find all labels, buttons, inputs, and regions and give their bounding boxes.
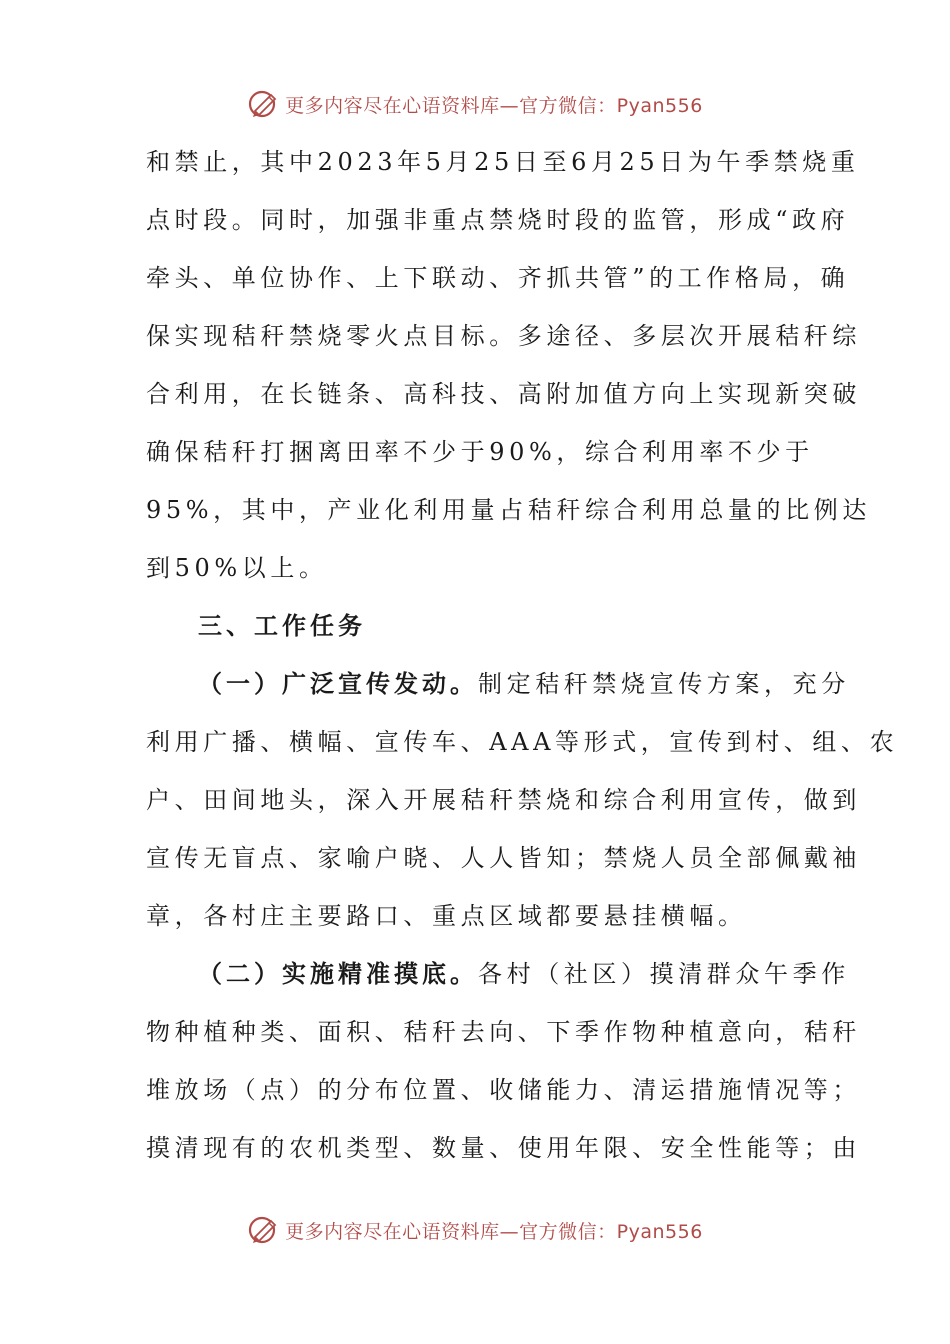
paragraph-line: 户、田间地头，深入开展秸秆禁烧和综合利用宣传，做到	[146, 786, 861, 814]
pen-logo-icon	[247, 1213, 281, 1247]
paragraph-line: 宣传无盲点、家喻户晓、人人皆知；禁烧人员全部佩戴袖	[146, 844, 861, 872]
watermark-header	[0, 84, 950, 124]
item-heading-line	[146, 662, 850, 720]
paragraph-line: 95%，其中，产业化利用量占秸秆综合利用总量的比例达	[146, 496, 871, 524]
paragraph-line: 牵头、单位协作、上下联动、齐抓共管”的工作格局，确	[146, 264, 850, 292]
paragraph-line: 摸清现有的农机类型、数量、使用年限、安全性能等；由	[146, 1134, 861, 1162]
paragraph-line: 堆放场（点）的分布位置、收储能力、清运措施情况等；	[146, 1076, 861, 1104]
paragraph-line: 利用广播、横幅、宣传车、AAA等形式，宣传到村、组、农	[146, 728, 899, 756]
paragraph-line: 到50%以上。	[146, 554, 328, 582]
paragraph-line: 章，各村庄主要路口、重点区域都要悬挂横幅。	[146, 902, 747, 930]
document-body	[146, 140, 899, 1184]
paragraph-line: 点时段。同时，加强非重点禁烧时段的监管，形成“政府	[146, 206, 850, 234]
paragraph-line: 物种植种类、面积、秸秆去向、下季作物种植意向，秸秆	[146, 1018, 861, 1046]
paragraph-line: 确保秸秆打捆离田率不少于90%，综合利用率不少于	[146, 438, 814, 466]
item-heading-line	[146, 952, 850, 1010]
paragraph-line: 保实现秸秆禁烧零火点目标。多途径、多层次开展秸秆综	[146, 322, 861, 350]
watermark-text: 更多内容尽在心语资料库—官方微信：Pyan556	[285, 1220, 703, 1243]
paragraph-text: 制定秸秆禁烧宣传方案，充分	[478, 670, 850, 698]
item-heading: （一）广泛宣传发动。	[198, 670, 478, 698]
watermark-text: 更多内容尽在心语资料库—官方微信：Pyan556	[285, 94, 703, 117]
section-heading	[146, 604, 806, 662]
paragraph-text: 各村（社区）摸清群众午季作	[478, 960, 850, 988]
paragraph-line: 和禁止，其中2023年5月25日至6月25日为午季禁烧重	[146, 148, 860, 176]
paragraph-line: 合利用，在长链条、高科技、高附加值方向上实现新突破	[146, 380, 861, 408]
watermark-footer	[0, 1210, 950, 1250]
section-heading-text: 三、工作任务	[198, 612, 366, 640]
pen-logo-icon	[247, 87, 281, 121]
item-heading: （二）实施精准摸底。	[198, 960, 478, 988]
